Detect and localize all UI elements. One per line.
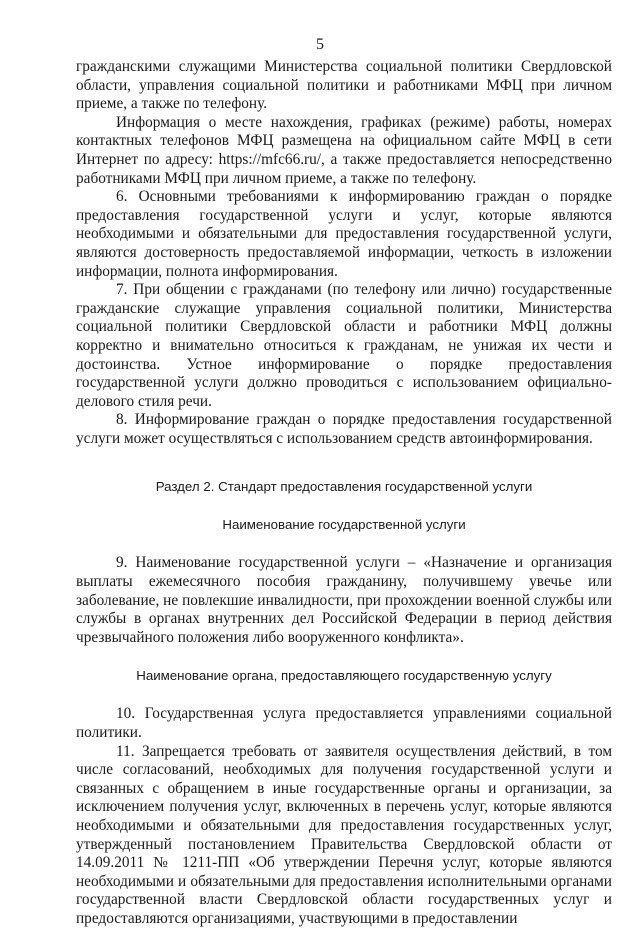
- paragraph-10: 10. Государственная услуга предоставляется управлениями социальной политики.: [76, 705, 612, 742]
- subheading-service-name: Наименование государственной услуги: [222, 517, 466, 533]
- paragraph-8: 8. Информирование граждан о порядке предоставления государственной услуги может осуществляться с использованием средств автоинформирования.: [76, 411, 612, 447]
- document-body: [76, 58, 612, 929]
- paragraph-7: 7. При общении с гражданами (по телефону или лично) государственные гражданские служащие управления социальной политики, Министерства социальной политики Свердловской области и работники МФЦ должны корректно и внимательно относиться к гражданам, не унижая их чести и достоинства. Устное информирование о порядке предоставления государственной услуги должно проводиться с использованием официально-делового стиля речи.: [76, 281, 612, 410]
- paragraph-6: 6. Основными требованиями к информированию граждан о порядке предоставления государственной услуги и услуг, которые являются необходимыми и обязательными для предоставления государственной услуги, являются достоверность предоставляемой информации, четкость в изложении информации, полнота информирования.: [76, 188, 612, 280]
- paragraph-11: 11. Запрещается требовать от заявителя осуществления действий, в том числе согласований, необходимых для получения государственной услуги и связанных с обращением в иные государственные органы и организации, за исключением получения услуг, включенных в перечень услуг, которые являются необходимыми и обязательными для предоставления государственных услуг, утвержденный постановлением Правительства Свердловской области от 14.09.2011 № 1211-ПП «Об утверждении Перечня услуг, которые являются необходимыми и обязательными для предоставления исполнительными органами государственной власти Свердловской области государственных услуг и предоставляются организациями, участвующими в предоставлении: [76, 742, 612, 927]
- page-number: 5: [316, 36, 324, 53]
- paragraph-mfc-info: Информация о месте нахождения, графиках (режиме) работы, номерах контактных телефонов МФЦ размещена на официальном сайте МФЦ в сети Интернет по адресу: https://mfc66.ru/, а также предоставляется непосредственно работниками МФЦ при личном приеме, а также по телефону.: [76, 113, 612, 187]
- subheading-providing-body: Наименование органа, предоставляющего государственную услугу: [136, 668, 552, 684]
- section-heading: Раздел 2. Стандарт предоставления государственной услуги: [155, 479, 533, 495]
- paragraph-continuation: гражданскими служащими Министерства социальной политики Свердловской области, управления социальной политики и работниками МФЦ при личном приеме, а также по телефону.: [76, 58, 612, 113]
- paragraph-9: 9. Наименование государственной услуги – «Назначение и организация выплаты ежемесячного пособия гражданину, получившему увечье или заболевание, не повлекшие инвалидности, при прохождении военной службы или службы в органах внутренних дел Российской Федерации в период действия чрезвычайного положения либо вооруженного конфликта».: [76, 554, 612, 646]
